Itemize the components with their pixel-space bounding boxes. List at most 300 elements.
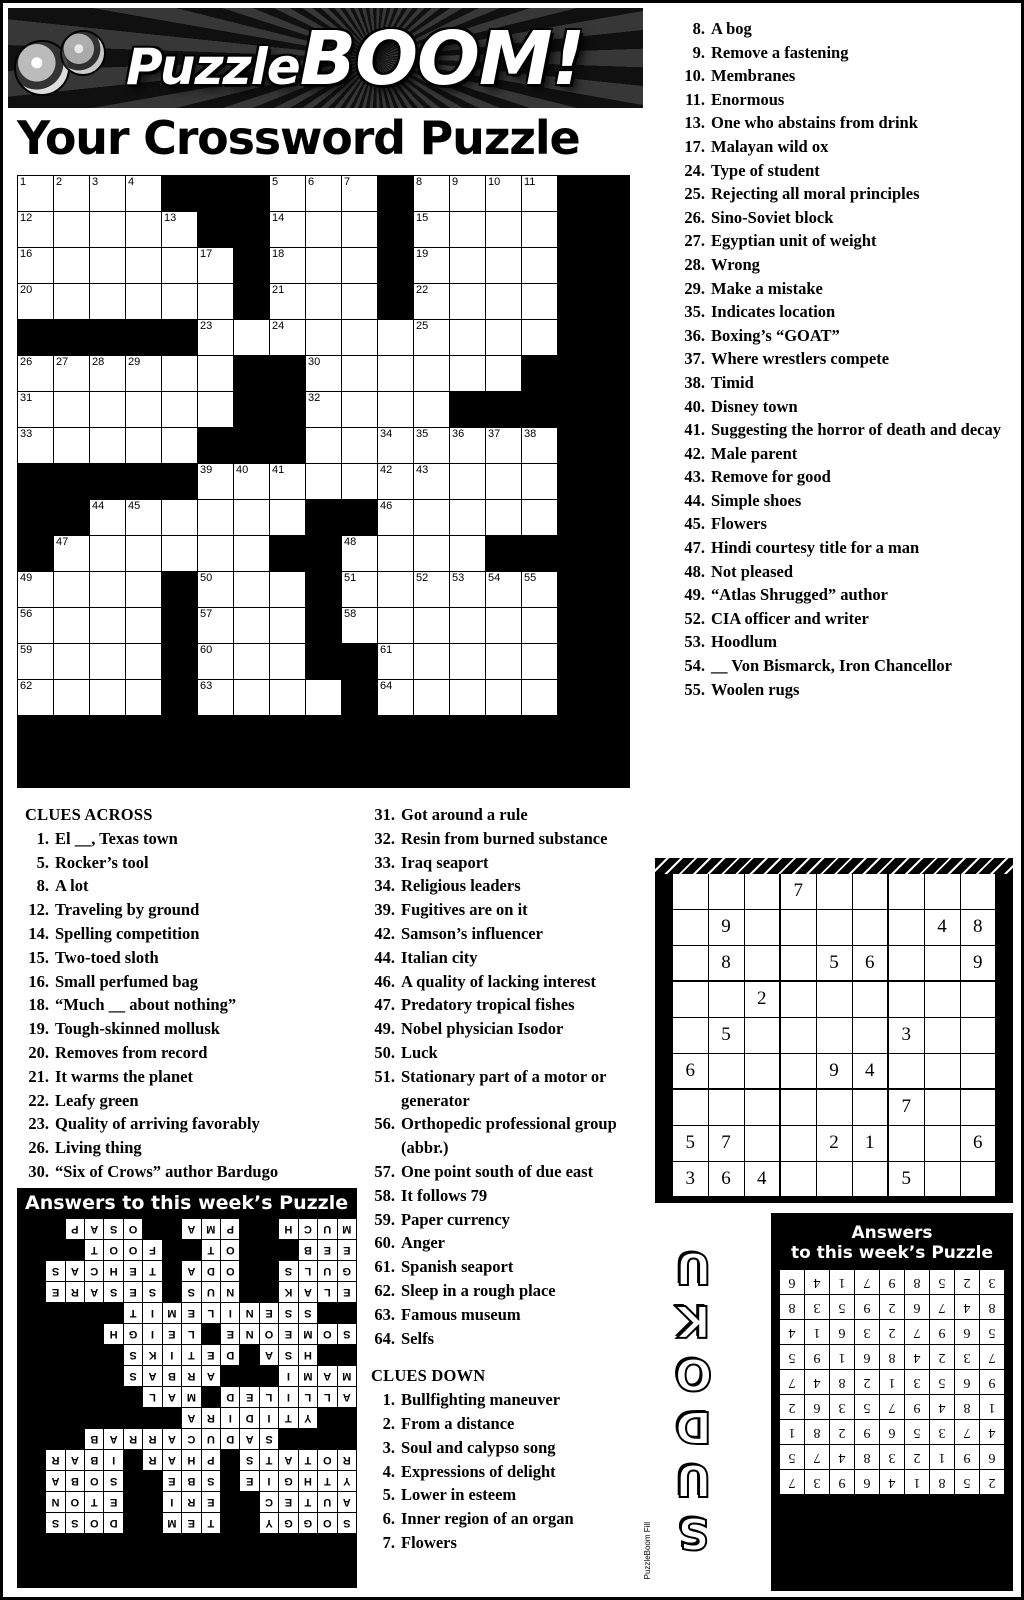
crossword-cell[interactable]: [54, 644, 90, 680]
sudoku-cell[interactable]: 4: [744, 1161, 780, 1197]
clue-number: 44.: [374, 947, 395, 967]
sudoku-cell[interactable]: [672, 909, 708, 945]
sudoku-cell[interactable]: 5: [672, 1125, 708, 1161]
crossword-cell[interactable]: [198, 608, 234, 644]
crossword-cell[interactable]: [522, 644, 558, 680]
crossword-cell[interactable]: [90, 392, 126, 428]
crossword-cell[interactable]: [486, 608, 522, 644]
sudoku-cell[interactable]: [960, 1161, 996, 1197]
sudoku-cell[interactable]: [852, 981, 888, 1017]
crossword-cell[interactable]: [306, 320, 342, 356]
clue-text: Iraq seaport: [401, 852, 489, 872]
sudoku-cell[interactable]: [888, 1125, 924, 1161]
clue-number: 39.: [374, 900, 395, 920]
crossword-cell[interactable]: [414, 356, 450, 392]
crossword-block: [594, 608, 630, 644]
crossword-cell[interactable]: [414, 536, 450, 572]
crossword-cell[interactable]: [126, 500, 162, 536]
crossword-cell-number: 5: [272, 176, 279, 188]
clue-number: 46.: [374, 971, 395, 991]
sudoku-cell[interactable]: 2: [816, 1125, 852, 1161]
sudoku-answer-cell: 1: [880, 1370, 905, 1395]
sudoku-cell[interactable]: [780, 1053, 816, 1089]
crossword-cell[interactable]: [414, 176, 450, 212]
sudoku-cell[interactable]: [888, 909, 924, 945]
sudoku-cell[interactable]: [672, 873, 708, 909]
crossword-cell[interactable]: [522, 320, 558, 356]
sudoku-cell[interactable]: 7: [708, 1125, 744, 1161]
crossword-cell[interactable]: [306, 392, 342, 428]
crossword-cell[interactable]: [342, 248, 378, 284]
crossword-cell[interactable]: [270, 680, 306, 716]
sudoku-answer-cell: 6: [955, 1320, 980, 1345]
crossword-cell[interactable]: [270, 572, 306, 608]
answer-cell: S: [46, 1261, 65, 1282]
crossword-cell[interactable]: [234, 500, 270, 536]
crossword-cell[interactable]: [162, 284, 198, 320]
crossword-cell[interactable]: [522, 212, 558, 248]
sudoku-cell[interactable]: [924, 1017, 960, 1053]
crossword-cell[interactable]: [18, 644, 54, 680]
crossword-cell[interactable]: [414, 680, 450, 716]
crossword-cell[interactable]: [486, 464, 522, 500]
crossword-cell[interactable]: [270, 320, 306, 356]
sudoku-cell[interactable]: 4: [924, 909, 960, 945]
crossword-cell[interactable]: [342, 392, 378, 428]
sudoku-cell[interactable]: 2: [744, 981, 780, 1017]
crossword-cell[interactable]: [90, 176, 126, 212]
crossword-cell[interactable]: [234, 320, 270, 356]
answer-cell: B: [298, 1240, 317, 1261]
crossword-cell[interactable]: [18, 284, 54, 320]
sudoku-cell[interactable]: [924, 873, 960, 909]
crossword-cell[interactable]: [162, 212, 198, 248]
crossword-cell[interactable]: [450, 320, 486, 356]
crossword-cell-number: 20: [20, 284, 33, 296]
crossword-cell[interactable]: [414, 392, 450, 428]
clue-text: Where wrestlers compete: [711, 349, 890, 369]
sudoku-cell[interactable]: [816, 1089, 852, 1125]
crossword-cell[interactable]: [342, 284, 378, 320]
crossword-cell[interactable]: [450, 248, 486, 284]
crossword-cell[interactable]: [306, 248, 342, 284]
crossword-block: [306, 500, 342, 536]
crossword-cell[interactable]: [90, 680, 126, 716]
sudoku-cell[interactable]: [672, 1089, 708, 1125]
crossword-block: [594, 284, 630, 320]
crossword-cell[interactable]: [270, 644, 306, 680]
sudoku-cell[interactable]: [744, 1089, 780, 1125]
crossword-block: [594, 536, 630, 572]
crossword-cell[interactable]: [54, 428, 90, 464]
crossword-cell[interactable]: [198, 680, 234, 716]
crossword-cell[interactable]: [90, 284, 126, 320]
crossword-cell[interactable]: [306, 464, 342, 500]
crossword-cell[interactable]: [342, 176, 378, 212]
crossword-cell[interactable]: [54, 392, 90, 428]
crossword-cell[interactable]: [522, 176, 558, 212]
sudoku-cell[interactable]: [780, 1161, 816, 1197]
sudoku-cell[interactable]: [708, 873, 744, 909]
crossword-cell[interactable]: [450, 212, 486, 248]
crossword-cell[interactable]: [198, 536, 234, 572]
sudoku-cell[interactable]: 6: [852, 945, 888, 981]
crossword-cell[interactable]: [54, 212, 90, 248]
crossword-block: [18, 500, 54, 536]
crossword-cell[interactable]: [126, 536, 162, 572]
crossword-cell[interactable]: [486, 356, 522, 392]
crossword-cell[interactable]: [486, 320, 522, 356]
crossword-cell[interactable]: [450, 608, 486, 644]
sudoku-cell[interactable]: [816, 909, 852, 945]
crossword-cell[interactable]: [270, 608, 306, 644]
sudoku-cell[interactable]: [888, 873, 924, 909]
crossword-cell[interactable]: [270, 500, 306, 536]
sudoku-cell[interactable]: [816, 1161, 852, 1197]
sudoku-cell[interactable]: 5: [816, 945, 852, 981]
crossword-cell[interactable]: [378, 572, 414, 608]
sudoku-answer-cell: 3: [905, 1370, 930, 1395]
crossword-cell[interactable]: [378, 464, 414, 500]
crossword-cell[interactable]: [162, 392, 198, 428]
crossword-cell[interactable]: [486, 644, 522, 680]
crossword-cell[interactable]: [126, 608, 162, 644]
crossword-block: [378, 212, 414, 248]
crossword-cell[interactable]: [198, 464, 234, 500]
crossword-cell[interactable]: [270, 176, 306, 212]
crossword-cell[interactable]: [306, 356, 342, 392]
sudoku-cell[interactable]: [852, 1089, 888, 1125]
crossword-cell[interactable]: [126, 428, 162, 464]
crossword-cell-number: 48: [344, 536, 357, 548]
sudoku-cell[interactable]: [960, 1053, 996, 1089]
crossword-cell[interactable]: [342, 320, 378, 356]
crossword-cell[interactable]: [306, 680, 342, 716]
crossword-cell[interactable]: [18, 608, 54, 644]
sudoku-cell[interactable]: 5: [708, 1017, 744, 1053]
sudoku-cell[interactable]: [708, 1089, 744, 1125]
crossword-cell[interactable]: [450, 428, 486, 464]
answer-block: [123, 1471, 142, 1492]
sudoku-cell[interactable]: [708, 981, 744, 1017]
crossword-cell[interactable]: [18, 392, 54, 428]
sudoku-cell[interactable]: 6: [672, 1053, 708, 1089]
crossword-cell[interactable]: [414, 248, 450, 284]
crossword-cell[interactable]: [162, 248, 198, 284]
crossword-cell[interactable]: [486, 680, 522, 716]
crossword-cell[interactable]: [198, 392, 234, 428]
answer-block: [259, 1366, 278, 1387]
crossword-cell[interactable]: [198, 248, 234, 284]
crossword-cell[interactable]: [378, 392, 414, 428]
crossword-cell[interactable]: [18, 212, 54, 248]
crossword-cell[interactable]: [18, 680, 54, 716]
clue-number: 51.: [374, 1066, 395, 1086]
logo-text: [126, 16, 584, 102]
crossword-cell[interactable]: [414, 572, 450, 608]
sudoku-cell[interactable]: [744, 909, 780, 945]
crossword-cell[interactable]: [90, 212, 126, 248]
crossword-cell[interactable]: [342, 428, 378, 464]
sudoku-cell[interactable]: [780, 909, 816, 945]
sudoku-cell[interactable]: [960, 1089, 996, 1125]
sudoku-cell[interactable]: [888, 1053, 924, 1089]
crossword-cell[interactable]: [54, 680, 90, 716]
sudoku-cell[interactable]: [960, 873, 996, 909]
crossword-cell[interactable]: [270, 248, 306, 284]
crossword-cell[interactable]: [414, 284, 450, 320]
crossword-cell[interactable]: [522, 608, 558, 644]
crossword-cell[interactable]: [486, 572, 522, 608]
crossword-cell[interactable]: [198, 572, 234, 608]
crossword-cell[interactable]: [90, 572, 126, 608]
crossword-cell[interactable]: [414, 644, 450, 680]
answer-block: [85, 1324, 104, 1345]
crossword-cell[interactable]: [18, 428, 54, 464]
crossword-cell[interactable]: [450, 176, 486, 212]
answer-cell: S: [240, 1450, 259, 1471]
crossword-cell[interactable]: [414, 320, 450, 356]
crossword-cell[interactable]: [126, 356, 162, 392]
crossword-cell[interactable]: [378, 320, 414, 356]
sudoku-cell[interactable]: 9: [816, 1053, 852, 1089]
crossword-cell[interactable]: [90, 644, 126, 680]
answer-row: [28, 1513, 357, 1534]
crossword-cell[interactable]: [90, 356, 126, 392]
crossword-cell[interactable]: [342, 464, 378, 500]
crossword-cell[interactable]: [378, 500, 414, 536]
sudoku-cell[interactable]: 8: [960, 909, 996, 945]
crossword-cell[interactable]: [414, 608, 450, 644]
crossword-cell[interactable]: [450, 500, 486, 536]
crossword-cell[interactable]: [306, 212, 342, 248]
crossword-cell[interactable]: [306, 428, 342, 464]
crossword-cell[interactable]: [162, 428, 198, 464]
crossword-cell[interactable]: [486, 212, 522, 248]
crossword-cell[interactable]: [54, 356, 90, 392]
crossword-cell[interactable]: [486, 248, 522, 284]
crossword-cell[interactable]: [234, 608, 270, 644]
crossword-cell[interactable]: [54, 176, 90, 212]
answer-cell: S: [279, 1345, 298, 1366]
crossword-cell[interactable]: [342, 356, 378, 392]
sudoku-cell[interactable]: 6: [960, 1125, 996, 1161]
sudoku-cell[interactable]: [924, 1089, 960, 1125]
crossword-cell[interactable]: [450, 644, 486, 680]
sudoku-cell[interactable]: [924, 945, 960, 981]
crossword-block: [594, 716, 630, 752]
sudoku-cell[interactable]: [744, 873, 780, 909]
crossword-cell[interactable]: [18, 248, 54, 284]
answer-cell: A: [259, 1345, 278, 1366]
crossword-cell[interactable]: [234, 680, 270, 716]
crossword-cell[interactable]: [270, 284, 306, 320]
crossword-cell[interactable]: [270, 212, 306, 248]
sudoku-cell[interactable]: [744, 1017, 780, 1053]
sudoku-cell[interactable]: [672, 945, 708, 981]
crossword-cell[interactable]: [486, 500, 522, 536]
answer-block: [85, 1366, 104, 1387]
sudoku-cell[interactable]: [780, 945, 816, 981]
crossword-cell[interactable]: [18, 176, 54, 212]
crossword-cell[interactable]: [18, 572, 54, 608]
crossword-cell[interactable]: [450, 356, 486, 392]
sudoku-cell[interactable]: [852, 909, 888, 945]
sudoku-panel[interactable]: [655, 858, 1013, 1203]
crossword-cell[interactable]: [522, 464, 558, 500]
crossword-cell[interactable]: [126, 212, 162, 248]
crossword-cell[interactable]: [522, 500, 558, 536]
crossword-cell[interactable]: [54, 248, 90, 284]
sudoku-cell[interactable]: [852, 873, 888, 909]
logo-text-boom: BOOM: [299, 16, 552, 102]
sudoku-cell[interactable]: 7: [888, 1089, 924, 1125]
crossword-cell[interactable]: [162, 536, 198, 572]
answer-cell: E: [337, 1282, 356, 1303]
crossword-cell[interactable]: [450, 536, 486, 572]
crossword-cell[interactable]: [378, 536, 414, 572]
crossword-cell[interactable]: [378, 644, 414, 680]
sudoku-cell[interactable]: [744, 1053, 780, 1089]
crossword-cell[interactable]: [234, 644, 270, 680]
sudoku-cell[interactable]: [924, 981, 960, 1017]
crossword-cell[interactable]: [486, 428, 522, 464]
crossword-cell[interactable]: [54, 536, 90, 572]
sudoku-cell[interactable]: 8: [708, 945, 744, 981]
crossword-cell[interactable]: [198, 500, 234, 536]
crossword-cell[interactable]: [90, 500, 126, 536]
sudoku-cell[interactable]: [816, 1017, 852, 1053]
sudoku-cell[interactable]: [924, 1125, 960, 1161]
sudoku-cell[interactable]: [708, 1053, 744, 1089]
crossword-cell[interactable]: [234, 572, 270, 608]
crossword-cell[interactable]: [414, 428, 450, 464]
sudoku-cell[interactable]: [924, 1161, 960, 1197]
crossword-cell[interactable]: [450, 464, 486, 500]
crossword-cell[interactable]: [90, 428, 126, 464]
crossword-cell[interactable]: [198, 356, 234, 392]
crossword-cell[interactable]: [522, 428, 558, 464]
crossword-cell[interactable]: [54, 608, 90, 644]
crossword-cell[interactable]: [234, 536, 270, 572]
sudoku-cell[interactable]: [924, 1053, 960, 1089]
sudoku-cell[interactable]: [852, 1017, 888, 1053]
crossword-cell[interactable]: [90, 608, 126, 644]
sudoku-cell[interactable]: 4: [852, 1053, 888, 1089]
clue-text: Remove a fastening: [711, 42, 849, 62]
crossword-cell-number: 45: [128, 500, 141, 512]
crossword-cell[interactable]: [414, 464, 450, 500]
answer-cell: O: [65, 1492, 84, 1513]
crossword-cell[interactable]: [522, 572, 558, 608]
sudoku-cell[interactable]: 5: [888, 1161, 924, 1197]
sudoku-cell[interactable]: 9: [960, 945, 996, 981]
crossword-cell[interactable]: [54, 572, 90, 608]
crossword-cell[interactable]: [342, 212, 378, 248]
crossword-cell[interactable]: [126, 392, 162, 428]
sudoku-cell[interactable]: [960, 981, 996, 1017]
clue-text: Traveling by ground: [55, 900, 200, 920]
crossword-cell[interactable]: [18, 356, 54, 392]
crossword-cell[interactable]: [126, 680, 162, 716]
sudoku-answer-row: [780, 1445, 1005, 1470]
crossword-cell[interactable]: [234, 464, 270, 500]
answer-block: [85, 1387, 104, 1408]
crossword-cell[interactable]: [342, 572, 378, 608]
crossword-cell[interactable]: [126, 284, 162, 320]
crossword-cell[interactable]: [270, 464, 306, 500]
crossword-cell[interactable]: [522, 284, 558, 320]
sudoku-cell[interactable]: [672, 981, 708, 1017]
crossword-cell[interactable]: [378, 356, 414, 392]
sudoku-cell[interactable]: 3: [672, 1161, 708, 1197]
sudoku-cell[interactable]: 3: [888, 1017, 924, 1053]
crossword-cell[interactable]: [126, 644, 162, 680]
crossword-cell[interactable]: [450, 572, 486, 608]
clue-number: 64.: [374, 1328, 395, 1348]
sudoku-cell[interactable]: [744, 1125, 780, 1161]
crossword-cell[interactable]: [414, 212, 450, 248]
crossword-cell[interactable]: [126, 572, 162, 608]
sudoku-cell[interactable]: [888, 981, 924, 1017]
sudoku-cell[interactable]: [744, 945, 780, 981]
crossword-cell[interactable]: [54, 284, 90, 320]
crossword-cell[interactable]: [90, 248, 126, 284]
clue-item: [371, 1483, 651, 1507]
sudoku-cell[interactable]: 1: [852, 1125, 888, 1161]
sudoku-cell[interactable]: 6: [708, 1161, 744, 1197]
crossword-cell[interactable]: [450, 284, 486, 320]
crossword-cell[interactable]: [198, 320, 234, 356]
crossword-row: [18, 572, 630, 608]
sudoku-cell[interactable]: [780, 1017, 816, 1053]
sudoku-cell[interactable]: [780, 981, 816, 1017]
crossword-cell[interactable]: [162, 356, 198, 392]
crossword-cell[interactable]: [450, 680, 486, 716]
crossword-cell[interactable]: [486, 284, 522, 320]
crossword-cell[interactable]: [90, 536, 126, 572]
sudoku-cell[interactable]: [780, 1125, 816, 1161]
sudoku-cell[interactable]: 9: [708, 909, 744, 945]
crossword-cell[interactable]: [306, 176, 342, 212]
crossword-cell[interactable]: [378, 428, 414, 464]
crossword-cell[interactable]: [198, 284, 234, 320]
crossword-cell[interactable]: [522, 248, 558, 284]
sudoku-cell[interactable]: [672, 1017, 708, 1053]
crossword-cell[interactable]: [378, 608, 414, 644]
sudoku-cell[interactable]: [852, 1161, 888, 1197]
sudoku-cell[interactable]: 7: [780, 873, 816, 909]
sudoku-cell[interactable]: [816, 873, 852, 909]
crossword-cell[interactable]: [378, 680, 414, 716]
crossword-cell[interactable]: [522, 680, 558, 716]
sudoku-cell[interactable]: [816, 981, 852, 1017]
crossword-cell[interactable]: [342, 536, 378, 572]
crossword-grid[interactable]: [17, 175, 630, 788]
crossword-cell[interactable]: [126, 176, 162, 212]
sudoku-cell[interactable]: [888, 945, 924, 981]
crossword-cell[interactable]: [414, 500, 450, 536]
crossword-cell[interactable]: [198, 644, 234, 680]
answer-block: [65, 1324, 84, 1345]
crossword-cell[interactable]: [486, 176, 522, 212]
crossword-cell[interactable]: [162, 500, 198, 536]
crossword-cell[interactable]: [126, 248, 162, 284]
crossword-cell[interactable]: [306, 284, 342, 320]
sudoku-cell[interactable]: [780, 1089, 816, 1125]
crossword-cell[interactable]: [342, 608, 378, 644]
sudoku-cell[interactable]: [960, 1017, 996, 1053]
